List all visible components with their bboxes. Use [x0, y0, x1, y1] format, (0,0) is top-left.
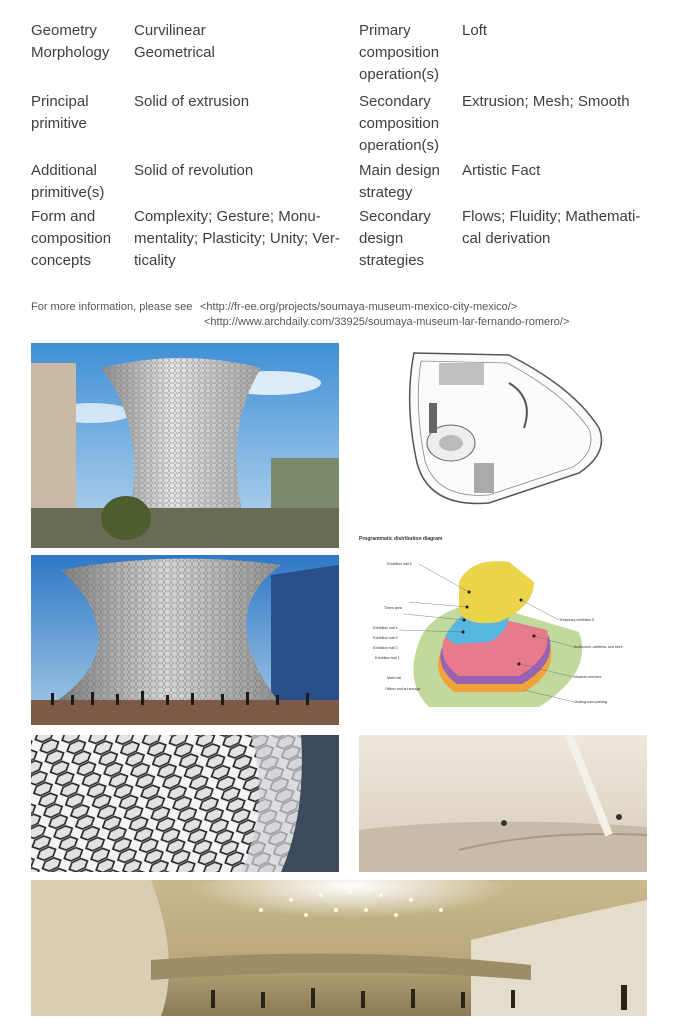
diagram-label: Auditorium, cafeteria, and store: [574, 645, 623, 649]
facade-detail-photo: [31, 735, 339, 872]
table-key: Principal primitive: [31, 93, 89, 132]
table-value: Artistic Fact: [462, 162, 541, 179]
diagram-label: Offices and art storage: [385, 687, 421, 691]
table-key: Secondary composition operation(s): [359, 93, 440, 154]
info-link-2[interactable]: <http://www.archdaily.com/33925/soumaya-museum-lar-fernando-romero/>: [204, 316, 570, 328]
diagram-label: Exhibition hall 2: [373, 646, 398, 650]
table-key: Additional primitive(s): [31, 162, 105, 201]
diagram-label: Torres area: [384, 606, 402, 610]
table-value: Solid of extrusion: [134, 93, 250, 110]
info-prefix: For more information, please see: [31, 301, 193, 313]
diagram-label: Exhibition hall 3: [373, 636, 398, 640]
table-value: Extrusion; Mesh; Smooth: [462, 93, 630, 110]
table-key: Geometry Morphology: [31, 22, 110, 61]
interior-ramp-photo: [359, 735, 647, 872]
diagram-label: Exhibition hall 6: [387, 562, 412, 566]
programmatic-diagram: [359, 532, 649, 722]
floor-plan-drawing: [359, 343, 647, 513]
museum-exterior-photo: [31, 343, 339, 548]
table-value: Solid of revolution: [134, 162, 254, 179]
diagram-label: Underground parking: [574, 700, 607, 704]
diagram-title: Programmatic distribution diagram: [359, 536, 443, 542]
diagram-label: Exhibition hall 4: [373, 626, 398, 630]
diagram-label: Exhibition hall 1: [375, 656, 400, 660]
museum-visitors-photo: [31, 555, 339, 725]
table-value: Complexity; Gesture; Monu- mentality; Plasticity; Unity; Ver- ticality: [134, 208, 340, 269]
table-value: Loft: [462, 22, 488, 39]
info-link-1[interactable]: <http://fr-ee.org/projects/soumaya-museum-mexico-city-mexico/>: [200, 301, 518, 313]
table-key: Primary composition operation(s): [359, 22, 440, 83]
table-value: Flows; Fluidity; Mathemati- cal derivation: [462, 208, 641, 247]
table-value: Curvilinear Geometrical: [134, 22, 215, 61]
atrium-interior-photo: [31, 880, 647, 1016]
diagram-label: Main hall: [387, 676, 402, 680]
table-key: Form and composition concepts: [31, 208, 112, 269]
table-key: Secondary design strategies: [359, 208, 431, 269]
table-key: Main design strategy: [359, 162, 440, 201]
diagram-label: Temporary exhibition 5: [559, 618, 595, 622]
diagram-label: Museum services: [574, 675, 602, 679]
